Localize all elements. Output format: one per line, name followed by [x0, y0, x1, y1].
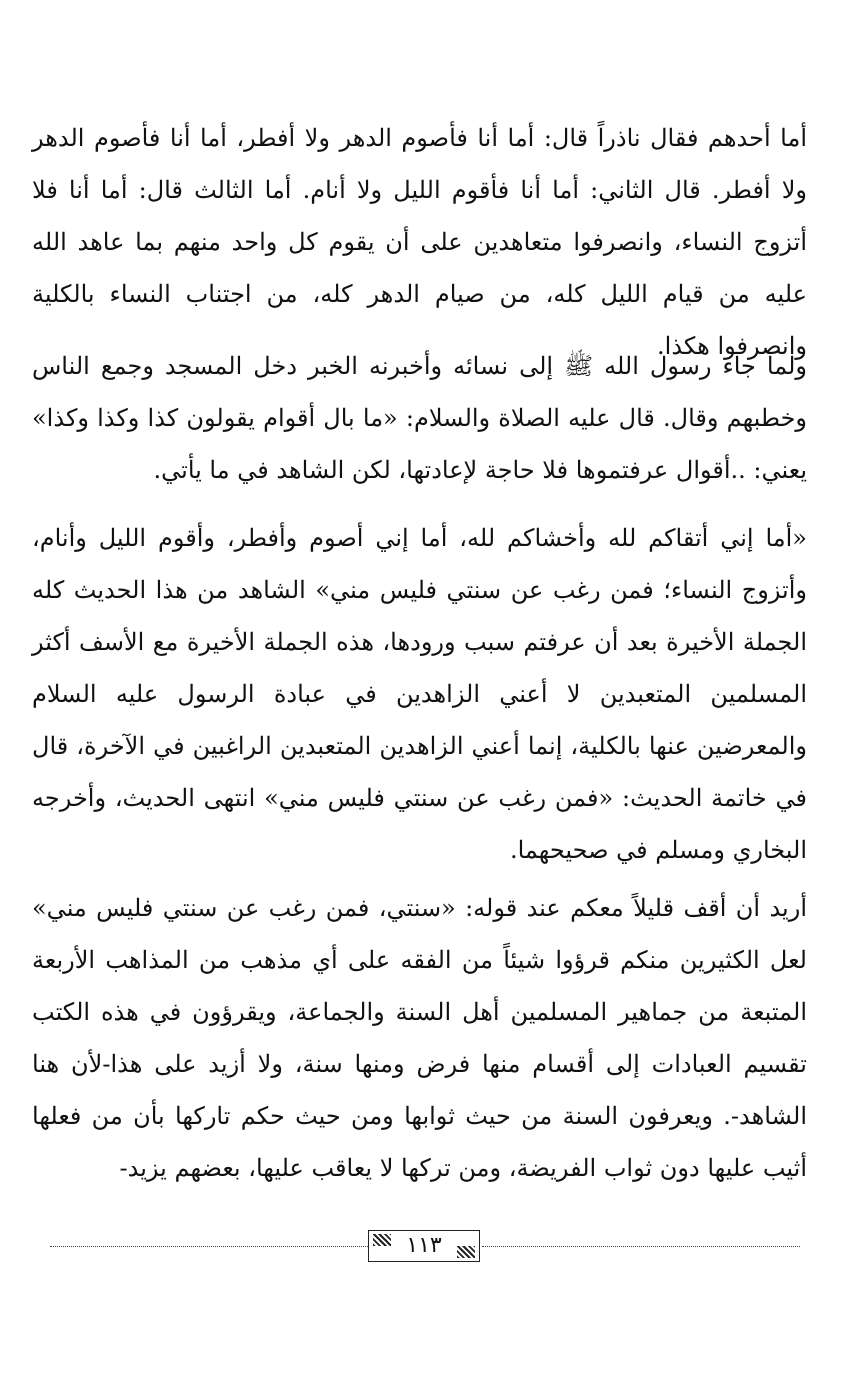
footer-divider-right [482, 1246, 800, 1247]
page-number-frame [368, 1230, 480, 1262]
paragraph-text: ولما جاء رسول الله ﷺ إلى نسائه وأخبرنه الخبر دخل المسجد وجمع الناس وخطبهم وقال. قال عليه الصلاة والسلام: «ما بال أقوام يقولون كذا وكذا وكذا» يعني: ..أقوال عرفتموها فلا حاجة لإعادتها، لكن الشاهد في ما يأتي. [32, 352, 807, 484]
paragraph-text: «أما إني أتقاكم لله وأخشاكم لله، أما إني أصوم وأفطر، وأقوم الليل وأنام، وأتزوج النساء؛ فمن رغب عن سنتي فليس مني» الشاهد من هذا الحديث كله الجملة الأخيرة بعد أن عرفتم سبب ورودها، هذه الجملة الأخيرة مع الأسف أكثر المسلمين المتعبدين لا أعني الزاهدين في عبادة الرسول عليه السلام والمعرضين عنها بالكلية، إنما أعني الزاهدين المتعبدين الراغبين في الآخرة، قال في خاتمة الحديث: «فمن رغب عن سنتي فليس مني» انتهى الحديث، وأخرجه البخاري ومسلم في صحيحهما. [32, 524, 807, 864]
paragraph-text: أما أحدهم فقال ناذراً قال: أما أنا فأصوم الدهر ولا أفطر، أما أنا فأصوم الدهر ولا أفطر. قال الثاني: أما أنا فأقوم الليل ولا أنام. أما الثالث قال: أما أنا فلا أتزوج النساء، وانصرفوا متعاهدين على أن يقوم كل واحد منهم بما عاهد الله عليه من قيام الليل كله، من صيام الدهر كله، من اجتناب النساء بالكلية وانصرفوا هكذا. [32, 124, 807, 360]
page-number: ١١٣ [406, 1233, 442, 1258]
paragraph-text: أريد أن أقف قليلاً معكم عند قوله: «سنتي، فمن رغب عن سنتي فليس مني» لعل الكثيرين منكم قرؤوا شيئاً من الفقه على أي مذهب من المذاهب الأربعة المتبعة من جماهير المسلمين أهل السنة والجماعة، ويقرؤون في هذه الكتب تقسيم العبادات إلى أقسام منها فرض ومنها سنة، ولا أزيد على هذا-لأن هنا الشاهد-. ويعرفون السنة من حيث ثوابها ومن حيث حكم تاركها بأن من فعلها أثيب عليها دون ثواب الفريضة، ومن تركها لا يعاقب عليها، بعضهم يزيد- [32, 894, 807, 1182]
paragraph-1 [32, 112, 807, 372]
paragraph-3 [32, 512, 807, 876]
page-footer [0, 1226, 849, 1266]
paragraph-4 [32, 882, 807, 1194]
ornament-icon [457, 1246, 475, 1258]
paragraph-2 [32, 340, 807, 496]
footer-divider-left [50, 1246, 368, 1247]
ornament-icon [373, 1234, 391, 1246]
